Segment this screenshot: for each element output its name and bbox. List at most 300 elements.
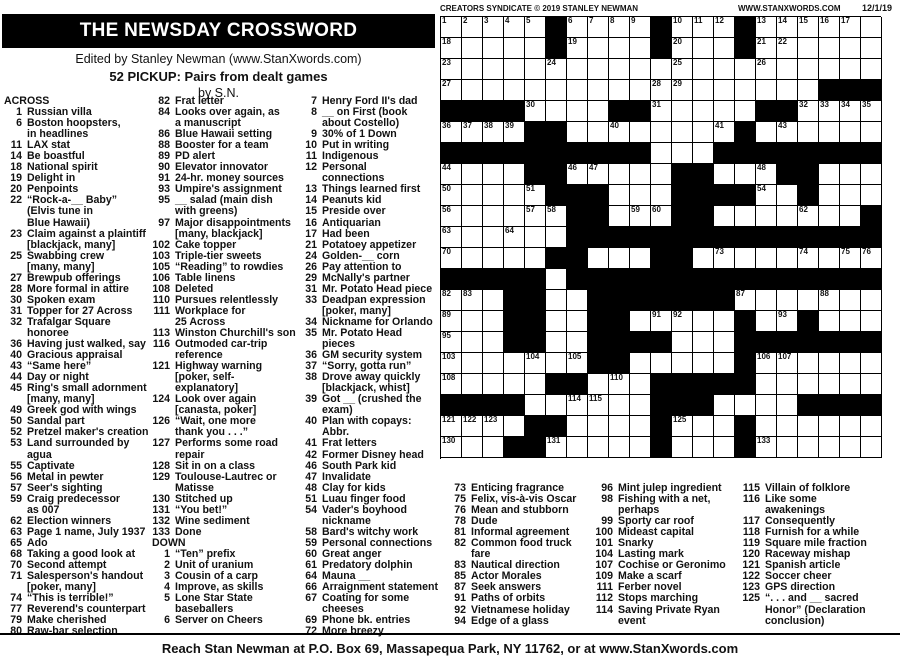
clue-text: [poker, many] (322, 304, 391, 317)
cell-number: 131 (547, 436, 561, 445)
clue-number: 82 (158, 95, 170, 107)
clue-text: Mr. Potato Head (322, 326, 403, 339)
clue-line (299, 229, 445, 240)
clue-text: Land surrounded by (27, 437, 130, 450)
cell-number: 57 (526, 205, 535, 214)
clue-number: 116 (742, 493, 760, 506)
clue-number (152, 372, 175, 383)
clue-text: Deleted (175, 282, 214, 295)
clue-number: 97 (158, 216, 170, 229)
clue-number: 112 (595, 592, 613, 605)
clue-text: Mint julep ingredient (618, 482, 722, 494)
clue-text: Enticing fragrance (471, 482, 565, 494)
clue-line (299, 461, 445, 472)
clue-line (152, 240, 302, 251)
clue-number: 101 (595, 537, 613, 550)
clue-text: Pay attention to (322, 260, 402, 273)
clue-number: 50 (10, 415, 22, 428)
puzzle-date: 12/1/19 (862, 3, 893, 13)
clue-text: [blackjack, many] (27, 238, 116, 251)
clue-text: Ring's small adornment (27, 382, 147, 395)
clue-text: Ferber novel (618, 581, 682, 594)
clue-number: 64 (305, 570, 317, 583)
clue-text: Had been (322, 227, 370, 240)
clue-number: 31 (10, 304, 22, 317)
clue-number: 35 (305, 326, 317, 339)
clue-text: Brewpub offerings (27, 271, 121, 284)
clue-line (152, 229, 302, 240)
clue-number: 115 (742, 482, 760, 494)
cell-number: 50 (442, 184, 451, 193)
clue-text: with greens) (175, 205, 238, 218)
cell-number: 59 (631, 205, 640, 214)
cell-number: 48 (757, 163, 766, 172)
clue-number: 3 (164, 570, 170, 583)
clue-number: 33 (305, 293, 317, 306)
cell-number: 122 (463, 415, 477, 424)
clue-text: Spanish article (765, 559, 841, 572)
clue-number (595, 616, 618, 627)
clue-number: 106 (152, 271, 170, 284)
clue-number: 103 (152, 249, 170, 262)
clue-number: 85 (454, 570, 466, 583)
clue-line (299, 438, 445, 449)
clue-number: 6 (16, 117, 22, 130)
clue-text: Stitched up (175, 492, 233, 505)
clue-text: connections (322, 172, 385, 185)
clue-text: “Reading” to rowdies (175, 260, 284, 273)
cell-number: 95 (442, 331, 451, 340)
clue-line (299, 328, 445, 339)
clue-number: 53 (10, 437, 22, 450)
clue-text: Improve, as skills (175, 581, 264, 594)
clue-line (299, 472, 445, 483)
clue-number: 17 (305, 227, 317, 240)
clue-text: LAX stat (27, 139, 70, 152)
cell-number: 107 (778, 352, 792, 361)
clue-number: 16 (305, 216, 317, 229)
clue-text: Like some (765, 493, 817, 506)
clue-number: 91 (158, 172, 170, 185)
cell-number: 21 (757, 37, 766, 46)
clue-text: “You bet!” (175, 503, 228, 516)
site-credit: WWW.STANXWORDS.COM (738, 4, 841, 13)
clue-number: 41 (305, 437, 317, 450)
clue-text: Sit in on a class (175, 459, 256, 472)
clue-line (152, 206, 302, 217)
clue-number: 4 (164, 581, 170, 594)
cell-number: 108 (442, 373, 456, 382)
clue-text: Potatoey appetizer (322, 238, 417, 251)
clue-text: Mauna __ (322, 570, 371, 583)
cell-number: 123 (484, 415, 498, 424)
clue-text: baseballers (175, 603, 234, 616)
clue-line (448, 593, 598, 604)
clue-line (152, 438, 302, 449)
clue-text: [poker, self- (175, 371, 235, 384)
clue-number: 82 (454, 537, 466, 550)
cell-number: 75 (841, 247, 850, 256)
clue-number: 98 (601, 493, 613, 506)
cell-number: 70 (442, 247, 451, 256)
cell-number: 76 (862, 247, 871, 256)
clue-line (595, 616, 745, 627)
clue-text: Matisse (175, 481, 214, 494)
clue-text: Highway warning (175, 360, 263, 373)
clue-text: Lasting mark (618, 548, 684, 561)
clue-text: Actor Morales (471, 570, 542, 583)
clue-text: Edge of a glass (471, 614, 549, 627)
cell-number: 115 (589, 394, 602, 403)
clue-number: 25 (10, 249, 22, 262)
clue-column (4, 96, 154, 637)
cell-number: 82 (442, 289, 451, 298)
clue-text: Things learned first (322, 183, 421, 196)
cell-number: 105 (568, 352, 582, 361)
clue-number: 19 (10, 172, 22, 185)
clue-section-heading: DOWN (152, 536, 186, 549)
clue-number: 131 (152, 503, 170, 516)
clue-number: 95 (158, 194, 170, 207)
clue-text: [poker, many] (27, 581, 96, 594)
clue-text: Second attempt (27, 558, 107, 571)
cell-number: 133 (757, 436, 771, 445)
clue-number: 11 (305, 150, 317, 163)
clue-number: 76 (454, 504, 466, 517)
clue-number: 34 (305, 315, 317, 328)
clue-text: about Costello) (322, 117, 400, 130)
cell-number: 40 (610, 121, 619, 130)
clue-number: 56 (10, 470, 22, 483)
clue-text: Square mile fraction (765, 537, 867, 550)
clue-text: Reverend's counterpart (27, 603, 146, 616)
clue-number: 99 (601, 515, 613, 528)
clue-number: 72 (305, 625, 317, 638)
clue-line (4, 450, 154, 461)
clue-text: [many, many] (27, 393, 95, 406)
clue-number: 92 (454, 603, 466, 616)
cell-number: 73 (715, 247, 724, 256)
clue-text: repair (175, 448, 205, 461)
clue-number: 114 (595, 603, 613, 616)
clue-number: 88 (158, 139, 170, 152)
clue-number: 40 (10, 349, 22, 362)
clue-text: Lone Star State (175, 592, 253, 605)
clue-text: Personal (322, 161, 367, 174)
clue-number: 68 (10, 547, 22, 560)
clue-text: Table linens (175, 271, 236, 284)
clue-text: “Ten” prefix (175, 547, 236, 560)
clue-text: Mideast capital (618, 526, 694, 539)
clue-text: thank you . . .” (175, 426, 248, 439)
clue-line (299, 505, 445, 516)
clue-number: 27 (10, 271, 22, 284)
clue-number: 57 (10, 481, 22, 494)
cell-number: 103 (442, 352, 456, 361)
clue-number: 14 (305, 194, 317, 207)
clue-line (299, 450, 445, 461)
clue-number: 120 (742, 548, 760, 561)
clue-line (299, 240, 445, 251)
clue-number: 123 (742, 581, 760, 594)
clue-text: Invalidate (322, 470, 371, 483)
cell-number: 32 (799, 100, 808, 109)
clue-number: 63 (10, 525, 22, 538)
clue-number: 94 (454, 614, 466, 627)
cell-number: 43 (778, 121, 787, 130)
clue-number: 18 (10, 161, 22, 174)
clue-text: (Elvis tune in (27, 205, 93, 218)
cell-number: 25 (673, 58, 682, 67)
clue-number: 39 (305, 393, 317, 406)
clue-number: 74 (10, 592, 22, 605)
clue-text: Vietnamese holiday (471, 603, 570, 616)
clue-text: Informal agreement (471, 526, 570, 539)
clue-line (152, 615, 302, 626)
cell-number: 44 (442, 163, 451, 172)
clue-text: Coating for some (322, 592, 410, 605)
clue-text: Saving Private Ryan (618, 603, 720, 616)
clue-text: Major disappointments (175, 216, 291, 229)
clue-number: 65 (10, 536, 22, 549)
cell-number: 110 (610, 373, 623, 382)
clue-text: Clay for kids (322, 481, 386, 494)
clue-text: Server on Cheers (175, 614, 263, 627)
cell-number: 22 (778, 37, 787, 46)
clue-text: Captivate (27, 459, 75, 472)
cell-number: 104 (526, 352, 540, 361)
clue-text: Penpoints (27, 183, 79, 196)
clue-number: 132 (152, 514, 170, 527)
clue-text: Dude (471, 515, 498, 528)
clue-number: 44 (10, 371, 22, 384)
clue-text: Topper for 27 Across (27, 304, 133, 317)
clue-line (299, 394, 445, 405)
clue-line (299, 560, 445, 571)
clue-text: Preside over (322, 205, 386, 218)
clue-text: Deadpan expression (322, 293, 426, 306)
clue-text: Got __ (crushed the (322, 393, 422, 406)
clue-text: Henry Ford II's dad (322, 95, 418, 107)
clue-text: Done (175, 525, 202, 538)
clue-column (152, 96, 302, 626)
clue-text: Vader's boyhood (322, 503, 407, 516)
clue-text: Having just walked, say (27, 338, 146, 351)
clue-number: 58 (305, 525, 317, 538)
clue-text: Metal in pewter (27, 470, 104, 483)
clue-number: 12 (305, 161, 317, 174)
clue-number: 87 (454, 581, 466, 594)
clue-number: 52 (10, 426, 22, 439)
clue-text: Pretzel maker's creation (27, 426, 149, 439)
clue-text: Raw-bar selection (27, 625, 118, 638)
clue-text: “Same here” (27, 360, 92, 373)
clue-text: Mean and stubborn (471, 504, 569, 517)
cell-number: 46 (568, 163, 577, 172)
cell-number: 58 (547, 205, 556, 214)
clue-text: as 007 (27, 503, 60, 516)
clue-number: 70 (10, 558, 22, 571)
clue-text: Wine sediment (175, 514, 250, 527)
clue-number: 61 (305, 558, 317, 571)
clue-text: [many, many] (27, 260, 95, 273)
cell-number: 1 (442, 16, 447, 25)
clue-number: 133 (152, 525, 170, 538)
cell-number: 8 (610, 16, 615, 25)
clue-number: 60 (305, 547, 317, 560)
cell-number: 51 (526, 184, 535, 193)
clue-number: 40 (305, 415, 317, 428)
clue-number: 126 (152, 415, 170, 428)
clue-text: Sandal part (27, 415, 85, 428)
byline: by S.N. (198, 86, 239, 100)
cell-number: 36 (442, 121, 451, 130)
cell-number: 3 (484, 16, 489, 25)
clue-text: Booster for a team (175, 139, 269, 152)
clue-number: 121 (152, 360, 170, 373)
cell-number: 15 (799, 16, 808, 25)
clue-text: fare (471, 548, 491, 561)
clue-text: “Sorry, gotta run” (322, 360, 412, 373)
cell-number: 87 (736, 289, 745, 298)
clue-text: Pursues relentlessly (175, 293, 279, 306)
clue-number: 36 (305, 349, 317, 362)
clue-number (4, 450, 27, 461)
clue-text: Cochise or Geronimo (618, 559, 726, 572)
clue-text: Russian villa (27, 106, 92, 119)
clue-line (299, 416, 445, 427)
clue-line (595, 593, 745, 604)
clue-line (299, 206, 445, 217)
clue-column (595, 483, 745, 627)
clue-text: Consequently (765, 515, 836, 528)
clue-line (742, 593, 897, 604)
clue-number: 86 (158, 128, 170, 141)
clue-text: __ salad (main dish (175, 194, 273, 207)
clue-column (299, 96, 445, 637)
clue-text: “Wait, one more (175, 415, 256, 428)
cell-number: 37 (463, 121, 472, 130)
clue-number: 79 (10, 614, 22, 627)
clue-number: 59 (10, 492, 22, 505)
clue-text: event (618, 614, 646, 627)
clue-text: Election winners (27, 514, 112, 527)
clue-number: 47 (305, 470, 317, 483)
clue-number: 81 (454, 526, 466, 539)
cell-number: 26 (757, 58, 766, 67)
cell-number: 56 (442, 205, 451, 214)
clue-text: Phone bk. entries (322, 614, 411, 627)
clue-text: McNally's partner (322, 271, 410, 284)
clue-text: Seer's sighting (27, 481, 103, 494)
clue-text: agua (27, 448, 52, 461)
clue-line (595, 605, 745, 616)
clue-number: 13 (305, 183, 317, 196)
cell-number: 54 (757, 184, 766, 193)
clue-number: 125 (742, 592, 760, 605)
clue-text: Arraignment statement (322, 581, 438, 594)
clue-text: Common food truck (471, 537, 572, 550)
clue-text: Nickname for Orlando (322, 315, 433, 328)
clue-text: Luau finger food (322, 492, 406, 505)
clue-line (448, 616, 598, 627)
clue-text: National spirit (27, 161, 98, 174)
clue-number: 129 (152, 470, 170, 483)
clue-text: Look over again (175, 393, 257, 406)
clue-number: 6 (164, 614, 170, 627)
clue-number: 21 (305, 238, 317, 251)
clue-text: Boston hoopsters, (27, 117, 121, 130)
clue-text: “This is terrible!” (27, 592, 114, 605)
clue-text: Former Disney head (322, 448, 424, 461)
clue-number: 119 (742, 537, 760, 550)
clue-number (152, 450, 175, 461)
clue-number: 100 (595, 526, 613, 539)
clue-number: 62 (10, 514, 22, 527)
clue-number: 42 (305, 448, 317, 461)
cell-number: 125 (673, 415, 687, 424)
cell-number: 2 (463, 16, 468, 25)
cell-number: 64 (505, 226, 514, 235)
clue-number: 78 (454, 515, 466, 528)
cell-number: 47 (589, 163, 598, 172)
cell-number: 6 (568, 16, 573, 25)
clue-line (299, 218, 445, 229)
cell-number: 29 (673, 79, 682, 88)
clue-text: Make cherished (27, 614, 107, 627)
clue-text: Ado (27, 536, 48, 549)
clue-number (4, 240, 27, 251)
clue-number: 84 (158, 106, 170, 119)
clue-text: Indigenous (322, 150, 379, 163)
clue-text: cheeses (322, 603, 364, 616)
clue-text: Furnish for a while (765, 526, 860, 539)
cell-number: 62 (799, 205, 808, 214)
clue-text: Fishing with a net, (618, 493, 711, 506)
clue-line (742, 616, 897, 627)
clue-number (152, 206, 175, 217)
clue-text: 24-hr. money sources (175, 172, 284, 185)
clue-text: Trafalgar Square (27, 315, 111, 328)
clue-number: 38 (305, 371, 317, 384)
cell-number: 38 (484, 121, 493, 130)
clue-text: GM security system (322, 349, 423, 362)
clue-number (4, 218, 27, 229)
clue-number: 75 (454, 493, 466, 506)
clue-text: Claim against a plaintiff (27, 227, 146, 240)
clue-number: 77 (10, 603, 22, 616)
clue-text: More formal in attire (27, 282, 129, 295)
clue-number: 37 (305, 360, 317, 373)
clue-number: 49 (10, 404, 22, 417)
clue-text: PD alert (175, 150, 216, 163)
clue-text: “Rock-a-__ Baby” (27, 194, 118, 207)
clue-text: Seek answers (471, 581, 542, 594)
clue-text: Day or night (27, 371, 89, 384)
cell-number: 24 (547, 58, 556, 67)
clue-text: Outmoded car-trip (175, 338, 268, 351)
cell-number: 34 (841, 100, 850, 109)
clue-text: [blackjack, whist] (322, 382, 410, 395)
cell-number: 35 (862, 100, 871, 109)
clue-line (4, 461, 154, 472)
cell-number: 10 (673, 16, 682, 25)
clue-column (742, 483, 897, 627)
clue-text: Greek god with wings (27, 404, 137, 417)
clue-text: exam) (322, 404, 353, 417)
clue-text: Bard's witchy work (322, 525, 419, 538)
clue-line (152, 218, 302, 229)
